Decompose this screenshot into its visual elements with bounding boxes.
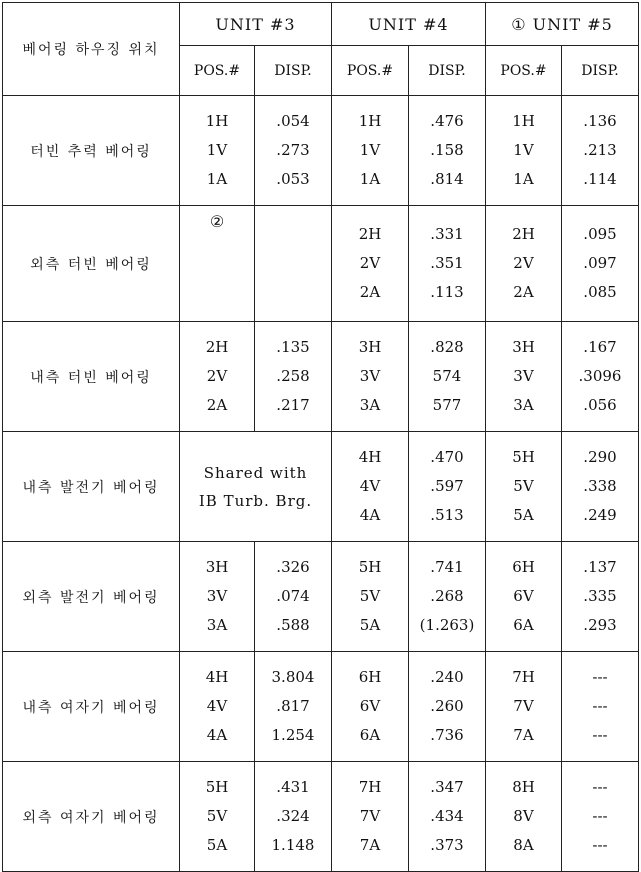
pos-value: 6V	[513, 587, 534, 605]
disp-value: .741	[430, 558, 464, 576]
u4-pos-header: POS.#	[332, 46, 409, 96]
pos-value: 7A	[359, 836, 381, 854]
disp-value: .434	[430, 807, 464, 825]
pos-value: 3V	[359, 367, 381, 385]
unit-5-header	[486, 3, 639, 46]
disp-value: ---	[592, 697, 608, 715]
table-row	[3, 762, 639, 872]
pos-value: 7A	[513, 726, 534, 744]
disp-value: .431	[276, 778, 310, 796]
unit-5-label: UNIT #5	[532, 14, 613, 34]
pos-value: 6A	[513, 616, 534, 634]
disp-value: .114	[583, 170, 617, 188]
u4-disp-cell	[409, 652, 486, 762]
pos-value: 7H	[512, 668, 535, 686]
disp-value: .588	[276, 616, 310, 634]
disp-value: .113	[430, 283, 464, 301]
pos-value: 5A	[206, 836, 228, 854]
pos-value: 6H	[512, 558, 535, 576]
row-location: 외측 터빈 베어링	[3, 206, 180, 322]
u3-note-cell: ②	[180, 206, 255, 322]
u5-disp-cell	[562, 652, 639, 762]
row-location: 내측 터빈 베어링	[3, 322, 180, 432]
u4-disp-cell	[409, 762, 486, 872]
disp-value: 577	[432, 396, 462, 414]
pos-value: 2H	[358, 225, 382, 243]
disp-value: .054	[276, 112, 310, 130]
u5-disp-cell	[562, 96, 639, 206]
u4-pos-cell	[332, 96, 409, 206]
pos-value: 5A	[513, 506, 534, 524]
unit-4-header	[332, 3, 486, 46]
disp-value: .814	[430, 170, 464, 188]
pos-value: 4A	[206, 726, 228, 744]
disp-value: .476	[430, 112, 464, 130]
pos-value: 8A	[513, 836, 534, 854]
shared-note-line: Shared with	[203, 463, 308, 482]
table-row	[3, 322, 639, 432]
u3-pos-cell	[180, 652, 255, 762]
pos-value: 3A	[359, 396, 381, 414]
u5-disp-cell	[562, 762, 639, 872]
pos-value: 1H	[512, 112, 535, 130]
disp-value: .217	[276, 396, 310, 414]
pos-value: 6A	[359, 726, 381, 744]
disp-value: .293	[583, 616, 617, 634]
u5-disp-cell	[562, 322, 639, 432]
disp-value: .136	[583, 112, 617, 130]
disp-value: .470	[430, 448, 464, 466]
pos-value: 5V	[513, 477, 534, 495]
u4-pos-cell	[332, 762, 409, 872]
pos-value: 7V	[359, 807, 381, 825]
disp-value: .167	[583, 338, 617, 356]
pos-value: 3H	[358, 338, 382, 356]
pos-value: 4H	[205, 668, 229, 686]
u5-pos-cell	[486, 206, 562, 322]
row-location: 내측 여자기 베어링	[3, 652, 180, 762]
u5-pos-cell	[486, 542, 562, 652]
pos-value: 2V	[513, 254, 534, 272]
disp-value: ---	[592, 668, 608, 686]
pos-value: 4V	[206, 697, 228, 715]
pos-value: 5H	[205, 778, 229, 796]
pos-value: 2V	[359, 254, 381, 272]
disp-value: .085	[583, 283, 617, 301]
row-location: 외측 발전기 베어링	[3, 542, 180, 652]
disp-value: .828	[430, 338, 464, 356]
pos-value: 3A	[206, 616, 228, 634]
disp-value: .249	[583, 506, 617, 524]
pos-value: 5V	[206, 807, 228, 825]
disp-value: .817	[276, 697, 310, 715]
disp-value: .095	[583, 225, 617, 243]
pos-value: 1V	[513, 141, 534, 159]
disp-value: .513	[430, 506, 464, 524]
pos-value: 2H	[512, 225, 535, 243]
disp-value: .260	[430, 697, 464, 715]
pos-value: 3H	[512, 338, 535, 356]
disp-value: 1.148	[271, 836, 315, 854]
disp-value: .097	[583, 254, 617, 272]
u3-pos-cell	[180, 322, 255, 432]
pos-value: 8H	[512, 778, 535, 796]
pos-value: 3H	[205, 558, 229, 576]
u4-pos-cell	[332, 432, 409, 542]
pos-value: 5H	[512, 448, 535, 466]
pos-value: 3V	[513, 367, 534, 385]
pos-value: 3A	[513, 396, 534, 414]
u4-disp-cell	[409, 542, 486, 652]
pos-value: 6V	[359, 697, 381, 715]
disp-value: ---	[592, 836, 608, 854]
disp-value: .597	[430, 477, 464, 495]
location-header: 베어링 하우징 위치	[3, 3, 180, 96]
pos-value: 5A	[359, 616, 381, 634]
pos-value: 6H	[358, 668, 382, 686]
disp-value: .736	[430, 726, 464, 744]
disp-value: ---	[592, 778, 608, 796]
u4-pos-cell	[332, 542, 409, 652]
u3-disp-cell	[255, 762, 332, 872]
pos-value: 2H	[205, 338, 229, 356]
u3-disp-header: DISP.	[255, 46, 332, 96]
disp-value: .074	[276, 587, 310, 605]
pos-value: 4A	[359, 506, 381, 524]
u4-pos-cell	[332, 206, 409, 322]
pos-value: 5H	[358, 558, 382, 576]
pos-value: 1V	[359, 141, 381, 159]
unit-5-marker: ①	[511, 14, 527, 34]
u3-disp-cell	[255, 96, 332, 206]
pos-value: 1A	[206, 170, 228, 188]
u4-disp-cell	[409, 322, 486, 432]
u5-pos-cell	[486, 762, 562, 872]
disp-value: .056	[583, 396, 617, 414]
pos-value: 2A	[206, 396, 228, 414]
pos-value: 4V	[359, 477, 381, 495]
disp-value: .135	[276, 338, 310, 356]
disp-value: .240	[430, 668, 464, 686]
u3-disp-cell	[255, 542, 332, 652]
u5-pos-cell	[486, 96, 562, 206]
u3-empty-cell	[255, 206, 332, 322]
u3-pos-cell	[180, 542, 255, 652]
row-location: 외측 여자기 베어링	[3, 762, 180, 872]
table-row	[3, 652, 639, 762]
u5-disp-cell	[562, 206, 639, 322]
pos-value: 3V	[206, 587, 228, 605]
pos-value: 2A	[513, 283, 534, 301]
pos-value: 2A	[359, 283, 381, 301]
disp-value: ---	[592, 726, 608, 744]
disp-value: .137	[583, 558, 617, 576]
disp-value: .053	[276, 170, 310, 188]
table-row	[3, 206, 639, 322]
disp-value: 3.804	[271, 668, 315, 686]
unit-4-label: UNIT #4	[368, 14, 449, 34]
pos-value: 1H	[205, 112, 229, 130]
u4-disp-cell	[409, 206, 486, 322]
pos-value: 1A	[359, 170, 381, 188]
shared-note-line: IB Turb. Brg.	[198, 491, 313, 510]
disp-value: .331	[430, 225, 464, 243]
disp-value: .158	[430, 141, 464, 159]
u3-disp-cell	[255, 652, 332, 762]
disp-value: .273	[276, 141, 310, 159]
pos-value: 1H	[358, 112, 382, 130]
disp-value: .335	[583, 587, 617, 605]
u4-disp-header: DISP.	[409, 46, 486, 96]
disp-value: .213	[583, 141, 617, 159]
unit-3-header	[180, 3, 332, 46]
u4-pos-cell	[332, 322, 409, 432]
u3-pos-cell	[180, 762, 255, 872]
disp-value: .326	[276, 558, 310, 576]
u4-disp-cell	[409, 96, 486, 206]
disp-value: 1.254	[271, 726, 315, 744]
disp-value: .347	[430, 778, 464, 796]
disp-value: .268	[430, 587, 464, 605]
pos-value: 1A	[513, 170, 534, 188]
disp-value: .324	[276, 807, 310, 825]
disp-value: .3096	[578, 367, 622, 385]
u4-disp-cell	[409, 432, 486, 542]
u5-disp-cell	[562, 542, 639, 652]
pos-value: 5V	[359, 587, 381, 605]
u3-disp-cell	[255, 322, 332, 432]
pos-value: 8V	[513, 807, 534, 825]
unit-3-label: UNIT #3	[215, 14, 296, 34]
row-location: 터빈 추력 베어링	[3, 96, 180, 206]
u3-pos-header: POS.#	[180, 46, 255, 96]
pos-value: 7H	[358, 778, 382, 796]
table-row	[3, 432, 639, 542]
u5-pos-header: POS.#	[486, 46, 562, 96]
pos-value: 2V	[206, 367, 228, 385]
u3-shared-cell	[180, 432, 332, 542]
u4-pos-cell	[332, 652, 409, 762]
disp-value: ---	[592, 807, 608, 825]
u5-disp-header: DISP.	[562, 46, 639, 96]
table-row	[3, 542, 639, 652]
u5-pos-cell	[486, 432, 562, 542]
pos-value: 4H	[358, 448, 382, 466]
u5-disp-cell	[562, 432, 639, 542]
disp-value: (1.263)	[419, 616, 475, 634]
bearing-displacement-table	[2, 2, 639, 872]
disp-value: .373	[430, 836, 464, 854]
u5-pos-cell	[486, 322, 562, 432]
table-row	[3, 96, 639, 206]
u3-pos-cell	[180, 96, 255, 206]
disp-value: .351	[430, 254, 464, 272]
pos-value: 1V	[206, 141, 228, 159]
u5-pos-cell	[486, 652, 562, 762]
disp-value: 574	[432, 367, 462, 385]
row-location: 내측 발전기 베어링	[3, 432, 180, 542]
disp-value: .290	[583, 448, 617, 466]
pos-value: 7V	[513, 697, 534, 715]
disp-value: .258	[276, 367, 310, 385]
disp-value: .338	[583, 477, 617, 495]
